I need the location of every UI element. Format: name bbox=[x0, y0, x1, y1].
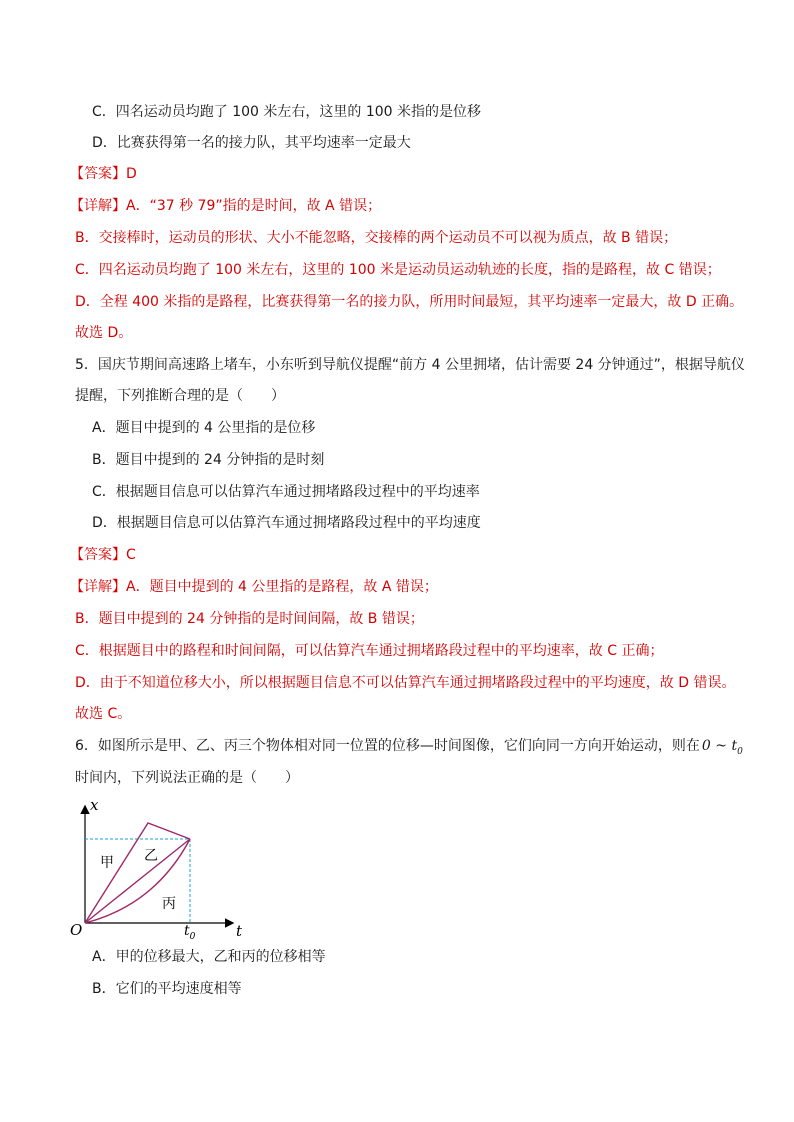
q4-answer: 【答案】D bbox=[70, 166, 137, 182]
q4-explain-c: C．四名运动员均跑了 100 米左右，这里的 100 米是运动员运动轨迹的长度，指的是路程，故 C 错误； bbox=[75, 262, 721, 278]
q5-explain-d: D．由于不知道位移大小，所以根据题目信息不可以估算汽车通过拥堵路段过程中的平均速度，故 D 错误。 bbox=[75, 675, 736, 691]
origin-label: O bbox=[70, 921, 83, 939]
q4-conclusion: 故选 D。 bbox=[75, 325, 133, 341]
q5-option-d: D．根据题目信息可以估算汽车通过拥堵路段过程中的平均速度 bbox=[92, 515, 481, 531]
q4-explain-b: B．交接棒时，运动员的形状、大小不能忽略，交接棒的两个运动员不可以视为质点，故 B 错误； bbox=[75, 230, 678, 246]
q4-option-d: D．比赛获得第一名的接力队，其平均速率一定最大 bbox=[92, 135, 411, 151]
q5-stem-line1: 5．国庆节期间高速路上堵车，小东听到导航仪提醒“前方 4 公里拥堵，估计需要 24 分钟通过”，根据导航仪 bbox=[75, 357, 745, 373]
y-axis-label: x bbox=[90, 796, 99, 814]
q5-explain-a: 【详解】A．题目中提到的 4 公里指的是路程，故 A 错误； bbox=[70, 579, 438, 595]
q6-stem-text: 6．如图所示是甲、乙、丙三个物体相对同一位置的位移—时间图像，它们向同一方向开始运动，则在 bbox=[75, 738, 700, 754]
q4-explain-d: D．全程 400 米指的是路程，比赛获得第一名的接力队，所用时间最短，其平均速率一定最大，故 D 正确。 bbox=[75, 294, 744, 310]
q5-answer: 【答案】C bbox=[70, 547, 136, 563]
q5-explain-c: C．根据题目中的路程和时间间隔，可以估算汽车通过拥堵路段过程中的平均速率，故 C 正确； bbox=[75, 643, 664, 659]
t0-sub: 0 bbox=[189, 932, 196, 942]
t0-main: t bbox=[184, 923, 190, 939]
q6-range-prefix: 0 ~ t bbox=[701, 738, 738, 754]
q5-option-c: C．根据题目信息可以估算汽车通过拥堵路段过程中的平均速率 bbox=[92, 484, 480, 500]
x-axis-label: t bbox=[236, 922, 243, 940]
q5-option-a: A．题目中提到的 4 公里指的是位移 bbox=[92, 420, 316, 436]
q5-explain-b: B．题目中提到的 24 分钟指的是时间间隔，故 B 错误； bbox=[75, 611, 424, 627]
label-jia: 甲 bbox=[100, 855, 114, 871]
q5-stem-line2: 提醒，下列推断合理的是（ ） bbox=[75, 388, 285, 404]
label-bing: 丙 bbox=[162, 896, 176, 912]
q4-explain-a: 【详解】A．“37 秒 79”指的是时间，故 A 错误； bbox=[70, 198, 382, 214]
q6-stem-line1 bbox=[75, 736, 743, 762]
q6-time-range bbox=[701, 738, 743, 757]
q5-conclusion: 故选 C。 bbox=[75, 706, 132, 722]
q6-range-sub: 0 bbox=[737, 746, 743, 757]
q5-option-b: B．题目中提到的 24 分钟指的是时刻 bbox=[92, 452, 325, 468]
t0-label bbox=[184, 923, 196, 942]
q6-option-a: A．甲的位移最大，乙和丙的位移相等 bbox=[92, 949, 326, 965]
xt-graph bbox=[60, 795, 250, 945]
q6-option-b: B．它们的平均速度相等 bbox=[92, 981, 242, 997]
label-yi: 乙 bbox=[144, 848, 158, 864]
q4-option-c: C．四名运动员均跑了 100 米左右，这里的 100 米指的是位移 bbox=[92, 104, 482, 120]
q6-stem-line2: 时间内，下列说法正确的是（ ） bbox=[75, 770, 299, 786]
